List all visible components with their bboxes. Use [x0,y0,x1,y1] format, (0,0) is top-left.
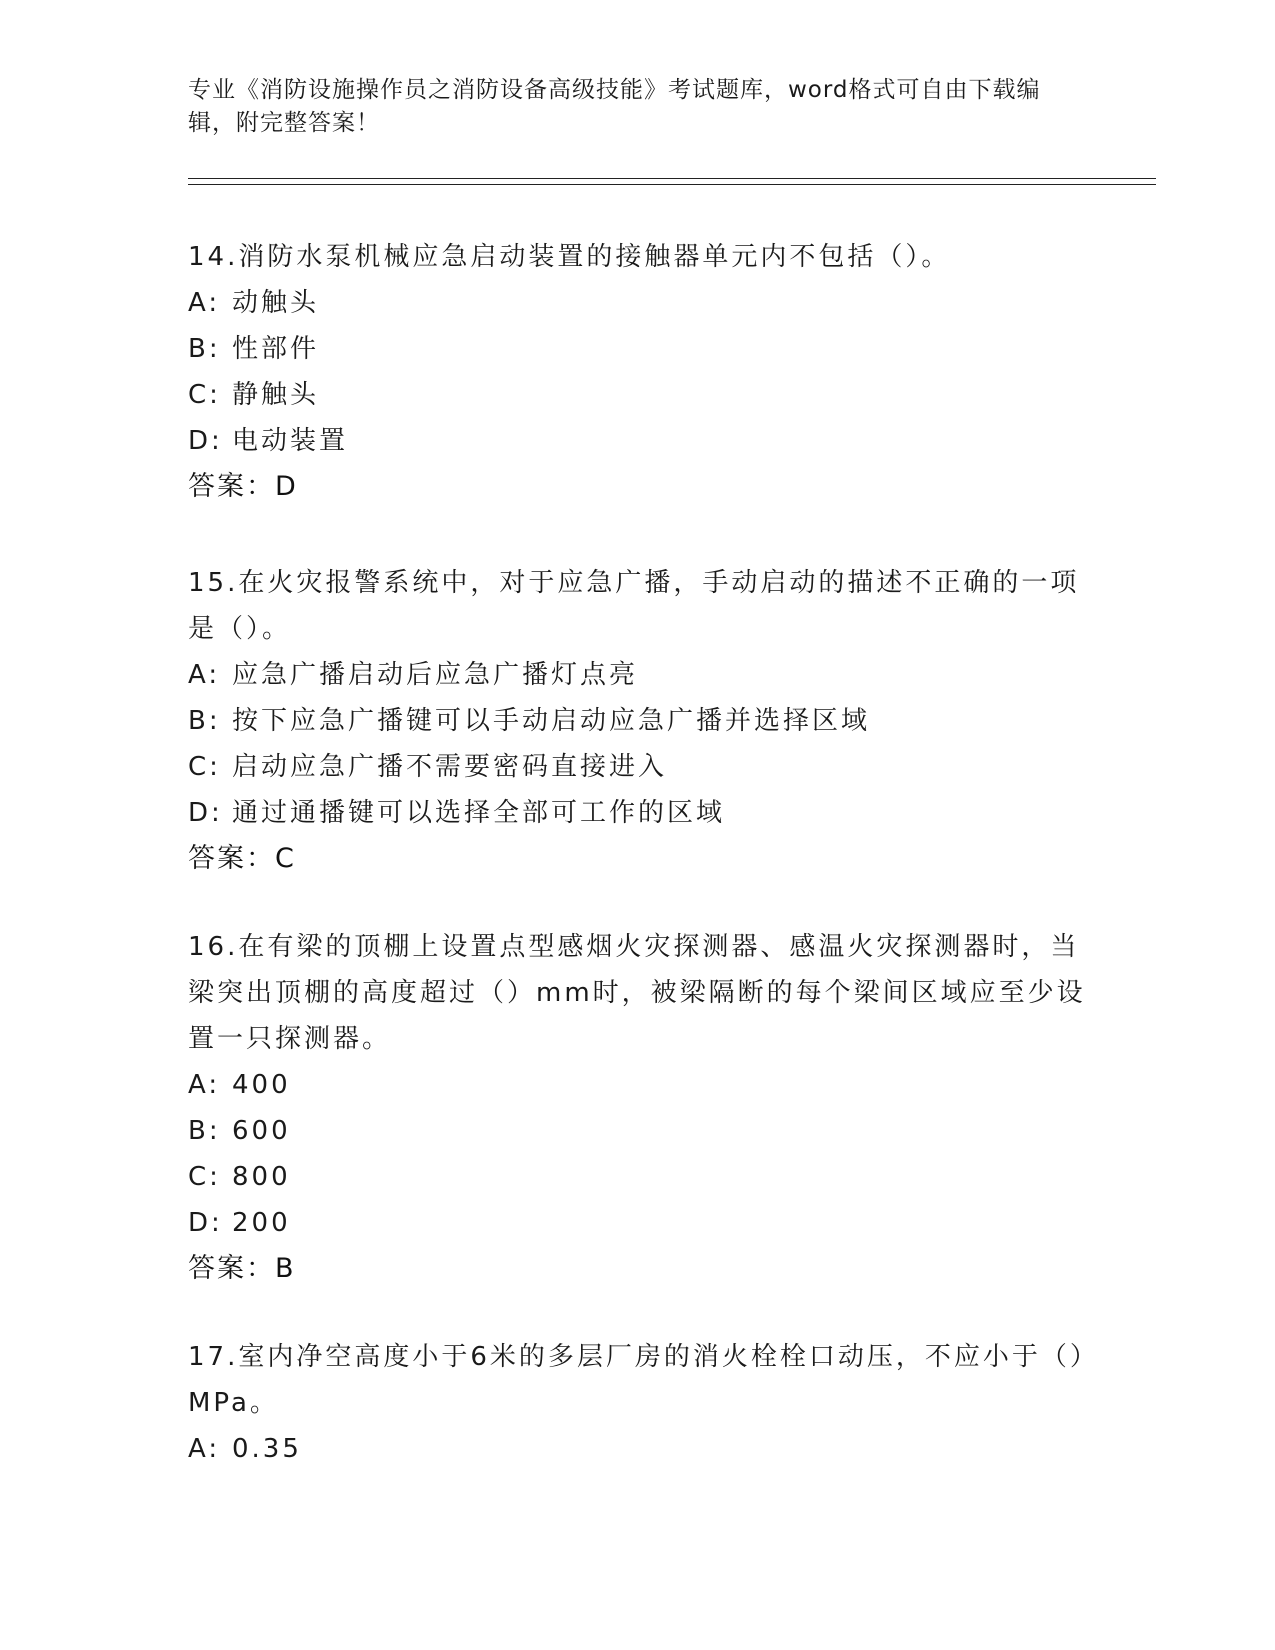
option-text: 静触头 [232,380,320,410]
option-letter: B: [188,1116,221,1146]
option-letter: B: [188,334,221,364]
option-letter: C: [188,752,221,782]
option-c [188,1154,1088,1200]
option-text: 启动应急广播不需要密码直接进入 [232,752,668,782]
option-text: 电动装置 [232,426,349,456]
question-16 [188,924,1088,1292]
question-stem: 17.室内净空高度小于6米的多层厂房的消火栓栓口动压，不应小于（）MPa。 [188,1342,1086,1418]
document-header: 专业《消防设施操作员之消防设备高级技能》考试题库，word格式可自由下载编辑，附完整答案！ [188,77,1041,136]
header-divider-top [188,178,1156,179]
option-a [188,652,1088,698]
option-text: 800 [232,1162,291,1192]
option-text: 动触头 [232,288,320,318]
option-letter: B: [188,706,221,736]
option-letter: A: [188,1434,221,1464]
option-text: 600 [232,1116,291,1146]
option-text: 200 [232,1208,291,1238]
question-15 [188,560,1088,882]
answer-line: 答案：D [188,471,298,502]
option-a [188,280,1088,326]
option-letter: A: [188,288,221,318]
option-letter: D: [188,1208,223,1238]
question-17 [188,1334,1088,1472]
option-d [188,1200,1088,1246]
option-text: 400 [232,1070,291,1100]
option-b [188,1108,1088,1154]
option-letter: D: [188,798,223,828]
question-14 [188,234,1088,510]
option-letter: A: [188,660,221,690]
question-stem: 16.在有梁的顶棚上设置点型感烟火灾探测器、感温火灾探测器时，当梁突出顶棚的高度超过（）mm时，被梁隔断的每个梁间区域应至少设置一只探测器。 [188,932,1086,1054]
question-stem: 14.消防水泵机械应急启动装置的接触器单元内不包括（）。 [188,242,951,272]
option-b [188,698,1088,744]
option-text: 0.35 [232,1434,302,1464]
option-text: 应急广播启动后应急广播灯点亮 [232,660,639,690]
option-text: 通过通播键可以选择全部可工作的区域 [232,798,726,828]
option-letter: D: [188,426,223,456]
question-stem: 15.在火灾报警系统中，对于应急广播，手动启动的描述不正确的一项是（）。 [188,568,1080,644]
option-letter: A: [188,1070,221,1100]
option-b [188,326,1088,372]
answer-line: 答案：C [188,843,296,874]
option-d [188,418,1088,464]
option-c [188,372,1088,418]
header-divider-bottom [188,184,1156,185]
option-text: 性部件 [232,334,320,364]
option-letter: C: [188,380,221,410]
option-text: 按下应急广播键可以手动启动应急广播并选择区域 [232,706,871,736]
option-letter: C: [188,1162,221,1192]
option-a [188,1062,1088,1108]
answer-line: 答案：B [188,1253,296,1284]
option-a [188,1426,1088,1472]
option-c [188,744,1088,790]
option-d [188,790,1088,836]
